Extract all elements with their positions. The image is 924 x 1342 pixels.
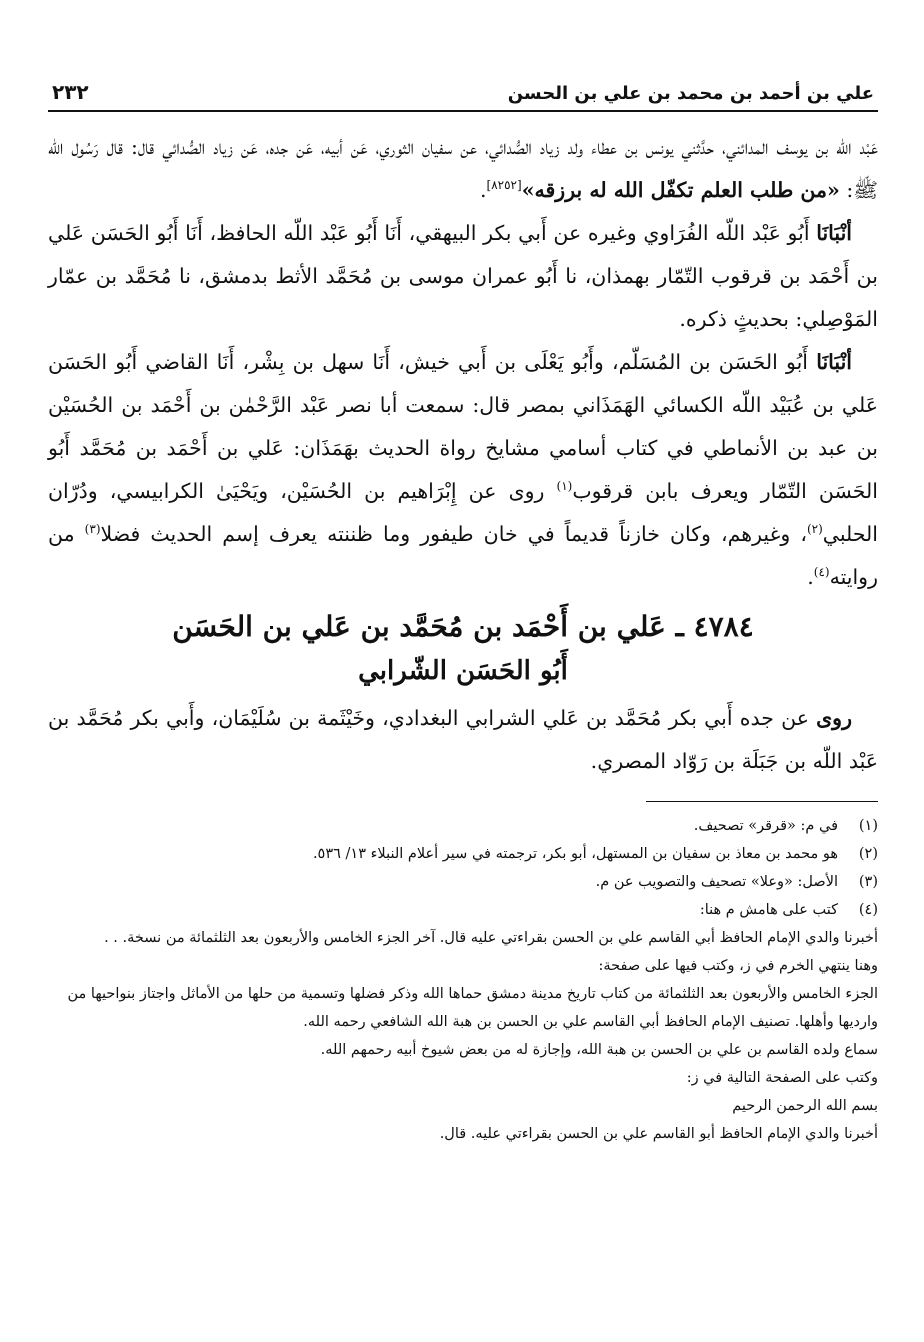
footnotes [48, 812, 878, 1148]
footnote [48, 896, 878, 924]
footnote-text: في م: «قرقر» تصحيف. [693, 818, 838, 834]
book-page [48, 80, 878, 1148]
footnote-line: بسم الله الرحمن الرحيم [732, 1098, 878, 1114]
paragraph-text: أَبُو الحَسَن بن المُسَلّم، وأَبُو يَعْلَى بن أَبي خيش، أَنَا سهل بن بِشْر، أَنَا القاضي أَبُو الحَسَن عَلي بن عُبَيْد اللّه الكسائي الهَمَذَاني بمصر قال: سمعت أبا نصر عَبْد الرَّحْمٰن بن أَحْمَد بن الحُسَيْن بن عبد بن الأنماطي في كتاب أسامي مشايخ رواة الحديث بهَمَذَان: عَلي بن أَحْمَد بن مُحَمَّد أَبُو الحَسَن التّمّار ويعرف بابن قرقوب [48, 350, 878, 503]
footnote-number: (١) [858, 818, 878, 834]
paragraph-lead-word: روى [816, 706, 852, 730]
running-title: علي بن أحمد بن محمد بن علي بن الحسن [507, 83, 874, 104]
footnote-marker: (١) [556, 479, 573, 494]
footnote-line: وهنا ينتهي الخرم في ز، وكتب فيها على صفحة: [598, 958, 878, 974]
footnote-line: سماع ولده القاسم بن علي بن الحسن بن هبة الله، وإجازة له من بعض شيوخ أبيه رحمهم الله. [320, 1042, 878, 1058]
footnote-number: (٤) [858, 902, 878, 918]
footnote-number: (٣) [858, 874, 878, 890]
punctuation: . [807, 565, 814, 589]
footnote [48, 812, 878, 840]
footnote-marker: (٤) [813, 565, 830, 580]
entry-title: ٤٧٨٤ ـ عَلي بن أَحْمَد بن مُحَمَّد بن عَلي بن الحَسَن [172, 610, 754, 643]
footnote-line: أخبرنا والدي الإمام الحافظ أبو القاسم علي بن الحسن بقراءتي عليه. قال. [439, 1126, 878, 1142]
footnote-text: هو محمد بن معاذ بن سفيان بن المستهل، أبو بكر، ترجمته في سير أعلام النبلاء ١٣/ ٥٣٦. [312, 846, 838, 862]
footnote-continuation [48, 924, 878, 1148]
footnote-marker: (٢) [806, 522, 823, 537]
hadith-number: [٨٢٥٢] [486, 178, 522, 193]
paragraph-hadith [48, 126, 878, 212]
footnote-line: الجزء الخامس والأربعون بعد الثلثمائة من كتاب تاريخ مدينة دمشق حماها الله وذكر فضلها وتسمية من حلها من الأماثل واجتاز بنواحيها من وارديها وأهلها. تصنيف الإمام الحافظ أبي القاسم علي بن الحسن بن هبة الله الشافعي رحمه الله. [67, 986, 878, 1030]
paragraph-text: ، وغيرهم، وكان خازناً قديماً في خان طيفور وما ظننته يعرف إسم الحديث فضلا [100, 522, 807, 546]
punctuation: . [480, 178, 487, 202]
footnote-line: وكتب على الصفحة التالية في ز: [686, 1070, 878, 1086]
running-header [48, 80, 878, 112]
page-number: ٢٣٢ [52, 80, 89, 104]
paragraph-lead-word: أنْبَانَا [816, 350, 852, 374]
paragraph-lead-word: أنْبَانَا [816, 221, 852, 245]
paragraph-isnad-1 [48, 212, 878, 341]
paragraph-text: أَبُو عَبْد اللّه الفُرَاوي وغيره عن أَبي بكر البيهقي، أَنَا أَبُو عَبْد اللّه الحافظ، أَنَا أَبُو الحَسَن عَلي بن أَحْمَد بن قرقوب التّمّار بهمذان، نا أَبُو عمران موسى بن مُحَمَّد الأثط بدمشق، نا مُحَمَّد بن عمّار المَوْصِلي: بحديثٍ ذكره. [48, 221, 878, 331]
paragraph-text: روى عن إِبْرَاهيم بن الحُسَيْن، ويَحْيَىٰ الكرابيسي، ودُرّان الحلبي [48, 479, 878, 546]
paragraph-isnad-2 [48, 341, 878, 599]
main-text [48, 126, 878, 783]
footnote-text: كتب على هامش م هنا: [699, 902, 838, 918]
footnote [48, 840, 878, 868]
paragraph-text: من روايته [48, 522, 878, 589]
hadith-quote: «من طلب العلم تكفّل الله له برزقه» [521, 178, 840, 202]
paragraph-entry [48, 697, 878, 783]
entry-heading [48, 605, 878, 693]
entry-subtitle: أَبُو الحَسَن الشّرابي [358, 656, 568, 686]
footnote [48, 868, 878, 896]
paragraph-text: عن جده أَبي بكر مُحَمَّد بن عَلي الشرابي البغدادي، وخَيْثَمة بن سُلَيْمَان، وأَبي بكر مُحَمَّد بن عَبْد اللّه بن جَبَلَة بن رَوّاد المصري. [48, 706, 878, 773]
footnote-line: أخبرنا والدي الإمام الحافظ أبي القاسم علي بن الحسن بقراءتي عليه قال. آخر الجزء الخامس والأربعون بعد الثلثمائة من نسخة. . . [104, 930, 878, 946]
footnote-marker: (٣) [84, 522, 101, 537]
footnote-separator [646, 801, 878, 802]
footnote-text: الأصل: «وعلا» تصحيف والتصويب عن م. [595, 874, 838, 890]
footnote-number: (٢) [858, 846, 878, 862]
paragraph-text: عَبْد اللّه بن يوسف المدائني، حدَّثني يونس بن عطاء ولد زياد الصُّدائي، عن سفيان الثوري، عَن أبيه، عَن جده، عَن زياد الصُّدائي قال: قال رَسُول الله ﷺ: [48, 135, 878, 202]
